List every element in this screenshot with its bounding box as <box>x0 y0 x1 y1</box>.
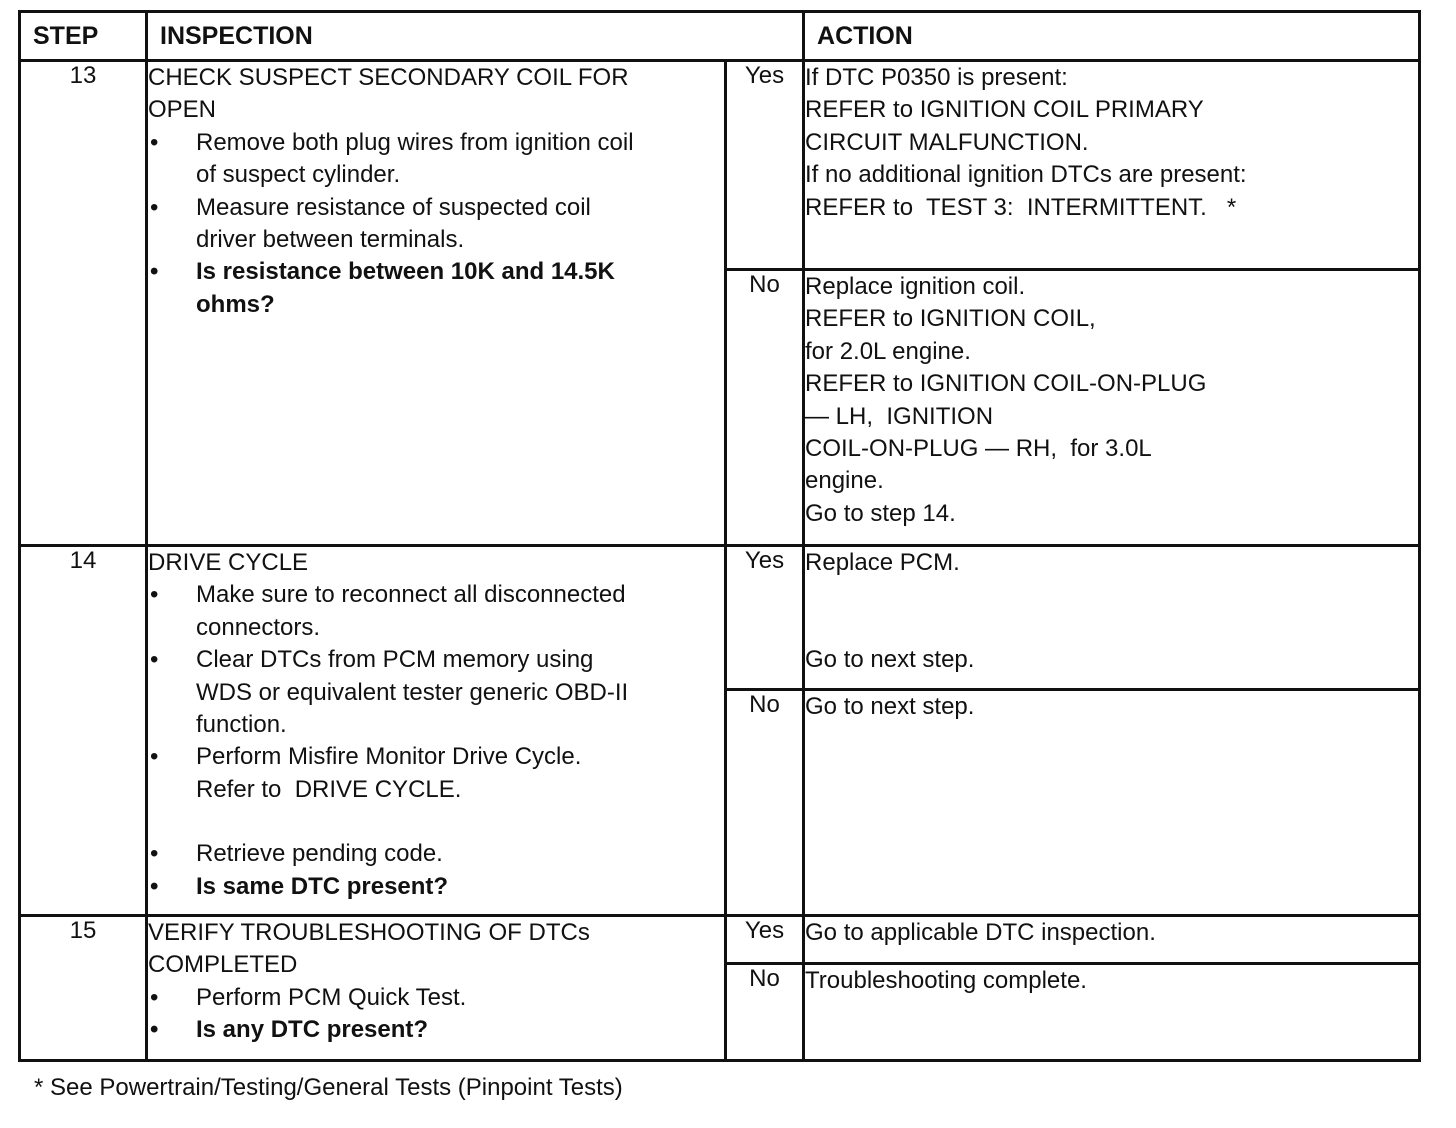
bullet-line: • Is same DTC present? <box>196 872 449 900</box>
action-line: COIL-ON-PLUG — RH, for 3.0L <box>805 435 1152 463</box>
yes-action <box>804 546 1420 690</box>
action-line: Replace PCM. <box>805 549 960 576</box>
action-line: REFER to IGNITION COIL PRIMARY <box>805 96 1204 124</box>
spacer <box>148 806 724 838</box>
action-line: — LH, IGNITION <box>805 402 994 430</box>
no-label: No <box>726 964 804 1061</box>
bullet-line: Refer to DRIVE CYCLE. <box>196 775 462 803</box>
yes-action <box>804 916 1420 964</box>
inspection-title-line: CHECK SUSPECT SECONDARY COIL FOR <box>148 64 629 91</box>
action-line: If no additional ignition DTCs are present: <box>805 161 1247 189</box>
bullet-line: of suspect cylinder. <box>196 161 401 189</box>
header-row <box>20 12 1420 61</box>
inspection-cell <box>147 546 726 916</box>
yes-label: Yes <box>726 61 804 270</box>
bullet-line: • Is any DTC present? <box>196 1016 429 1044</box>
bullet-line: • Make sure to reconnect all disconnected <box>196 581 626 609</box>
footnote: * See Powertrain/Testing/General Tests (Pinpoint Tests) <box>34 1074 623 1101</box>
action-line: REFER to IGNITION COIL, <box>805 305 1096 333</box>
bullet-item <box>148 127 724 192</box>
inspection-cell <box>147 916 726 1061</box>
bullet-line: • Perform PCM Quick Test. <box>196 983 467 1011</box>
bullet-item <box>148 838 724 870</box>
no-action <box>804 690 1420 916</box>
action-line: Go to step 14. <box>805 499 956 527</box>
table-row-step-14 <box>20 546 1420 690</box>
bullet-line: ohms? <box>196 290 275 318</box>
action-line: CIRCUIT MALFUNCTION. <box>805 128 1089 156</box>
bullet-question <box>148 256 724 321</box>
action-line: for 2.0L engine. <box>805 337 971 365</box>
bullet-line: • Perform Misfire Monitor Drive Cycle. <box>196 743 582 771</box>
bullet-item <box>148 644 724 741</box>
bullet-line: • Measure resistance of suspected coil <box>196 193 591 221</box>
bullet-line: • Retrieve pending code. <box>196 840 443 868</box>
action-line: Troubleshooting complete. <box>805 967 1087 994</box>
action-line: Replace ignition coil. <box>805 273 1026 300</box>
inspection-title-line: OPEN <box>148 96 217 124</box>
inspection-title-line: DRIVE CYCLE <box>148 549 309 576</box>
yes-label: Yes <box>726 546 804 690</box>
bullet-item <box>148 192 724 257</box>
action-line: engine. <box>805 467 884 495</box>
action-line: REFER to TEST 3: INTERMITTENT. * <box>805 193 1237 221</box>
bullet-line: WDS or equivalent tester generic OBD-II <box>196 678 629 706</box>
action-line <box>805 579 1418 611</box>
inspection-cell <box>147 61 726 546</box>
step-number: 15 <box>20 916 147 1061</box>
yes-action <box>804 61 1420 270</box>
no-label: No <box>726 270 804 546</box>
bullet-question <box>148 871 724 903</box>
bullet-line: driver between terminals. <box>196 226 465 254</box>
bullet-line: • Clear DTCs from PCM memory using <box>196 646 594 674</box>
bullet-line: • Is resistance between 10K and 14.5K <box>196 258 615 286</box>
header-inspection: INSPECTION <box>147 12 804 61</box>
no-action <box>804 964 1420 1061</box>
bullet-line: connectors. <box>196 613 321 641</box>
step-number: 13 <box>20 61 147 546</box>
bullet-item <box>148 741 724 806</box>
header-action: ACTION <box>804 12 1420 61</box>
action-line <box>805 612 1418 644</box>
table-row-step-13 <box>20 61 1420 270</box>
yes-label: Yes <box>726 916 804 964</box>
inspection-table <box>18 10 1421 1062</box>
action-line: If DTC P0350 is present: <box>805 64 1068 91</box>
bullet-line: function. <box>196 711 287 739</box>
action-line: REFER to IGNITION COIL-ON-PLUG <box>805 370 1207 398</box>
table-row-step-15 <box>20 916 1420 964</box>
inspection-title-line: COMPLETED <box>148 951 298 979</box>
bullet-item <box>148 579 724 644</box>
no-action <box>804 270 1420 546</box>
bullet-line: • Remove both plug wires from ignition coil <box>196 128 634 156</box>
action-line: Go to next step. <box>805 693 975 720</box>
step-number: 14 <box>20 546 147 916</box>
bullet-question <box>148 1014 724 1046</box>
inspection-title-line: VERIFY TROUBLESHOOTING OF DTCs <box>148 919 590 946</box>
no-label: No <box>726 690 804 916</box>
action-line: Go to next step. <box>805 646 975 674</box>
action-line: Go to applicable DTC inspection. <box>805 919 1156 946</box>
bullet-item <box>148 982 724 1014</box>
header-step: STEP <box>20 12 147 61</box>
